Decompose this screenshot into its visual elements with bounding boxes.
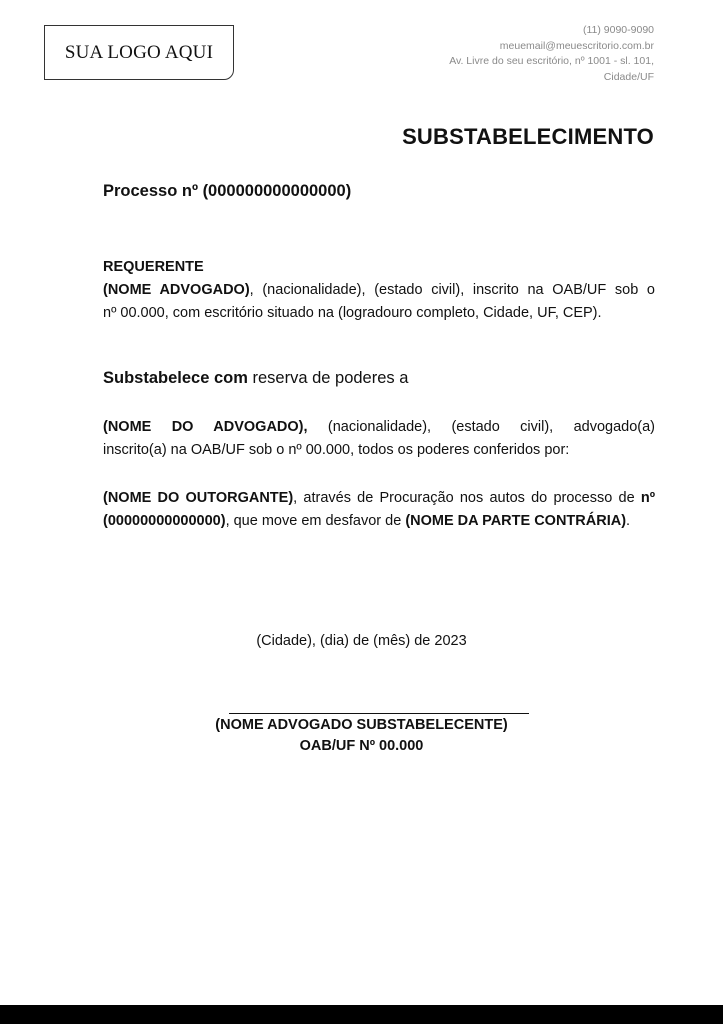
contact-email: meuemail@meuescritorio.com.br xyxy=(499,39,654,52)
parte-contraria: (NOME DA PARTE CONTRÁRIA) xyxy=(405,513,627,529)
document-title: SUBSTABELECIMENTO xyxy=(402,124,654,149)
bottom-bar xyxy=(0,1005,723,1024)
requerente-line2: nº 00.000, com escritório situado na (logradouro completo, Cidade, UF, CEP). xyxy=(103,305,602,321)
contact-address-line1: Av. Livre do seu escritório, nº 1001 - sl. 101, xyxy=(449,55,654,67)
logo-text: SUA LOGO AQUI xyxy=(64,41,214,63)
date-line: (Cidade), (dia) de (mês) de 2023 xyxy=(256,633,467,649)
advogado-line1-rest: (nacionalidade), (estado civil), advogado(a) xyxy=(307,419,655,435)
outorgante-line1 xyxy=(103,487,655,510)
signature-oab: OAB/UF Nº 00.000 xyxy=(299,738,424,754)
outorgante-line1-bold-end: nº xyxy=(640,490,655,506)
outorgante-line1-mid: , através de Procuração nos autos do processo de xyxy=(293,490,641,506)
signature-name: (NOME ADVOGADO SUBSTABELECENTE) xyxy=(215,717,508,733)
substabelece-bold: Substabelece com xyxy=(103,369,248,387)
advogado-name: (NOME DO ADVOGADO), xyxy=(103,419,308,435)
outorgante-processo: (00000000000000) xyxy=(103,513,226,529)
contact-phone: (11) 9090-9090 xyxy=(582,24,654,36)
outorgante-line2-mid: , que move em desfavor de xyxy=(225,513,406,529)
requerente-label: REQUERENTE xyxy=(103,259,204,275)
contact-info xyxy=(394,23,654,85)
outorgante-name: (NOME DO OUTORGANTE) xyxy=(103,490,294,506)
requerente-paragraph xyxy=(103,279,655,325)
signature-line xyxy=(229,713,529,714)
requerente-line1 xyxy=(103,279,655,302)
advogado-paragraph xyxy=(103,416,655,462)
substabelece-rest: reserva de poderes a xyxy=(247,369,409,387)
substabelece-heading xyxy=(103,369,408,388)
advogado-line2: inscrito(a) na OAB/UF sob o nº 00.000, todos os poderes conferidos por: xyxy=(103,442,570,458)
outorgante-line2-end: . xyxy=(626,513,631,529)
outorgante-line2 xyxy=(103,513,630,529)
advogado-line1 xyxy=(103,416,655,439)
requerente-name: (NOME ADVOGADO) xyxy=(103,282,250,298)
logo-placeholder xyxy=(44,25,234,80)
requerente-line1-rest: , (nacionalidade), (estado civil), inscrito na OAB/UF sob o xyxy=(249,282,655,298)
outorgante-paragraph xyxy=(103,487,655,533)
processo-number: Processo nº (000000000000000) xyxy=(103,182,352,200)
contact-address-line2: Cidade/UF xyxy=(603,70,654,83)
